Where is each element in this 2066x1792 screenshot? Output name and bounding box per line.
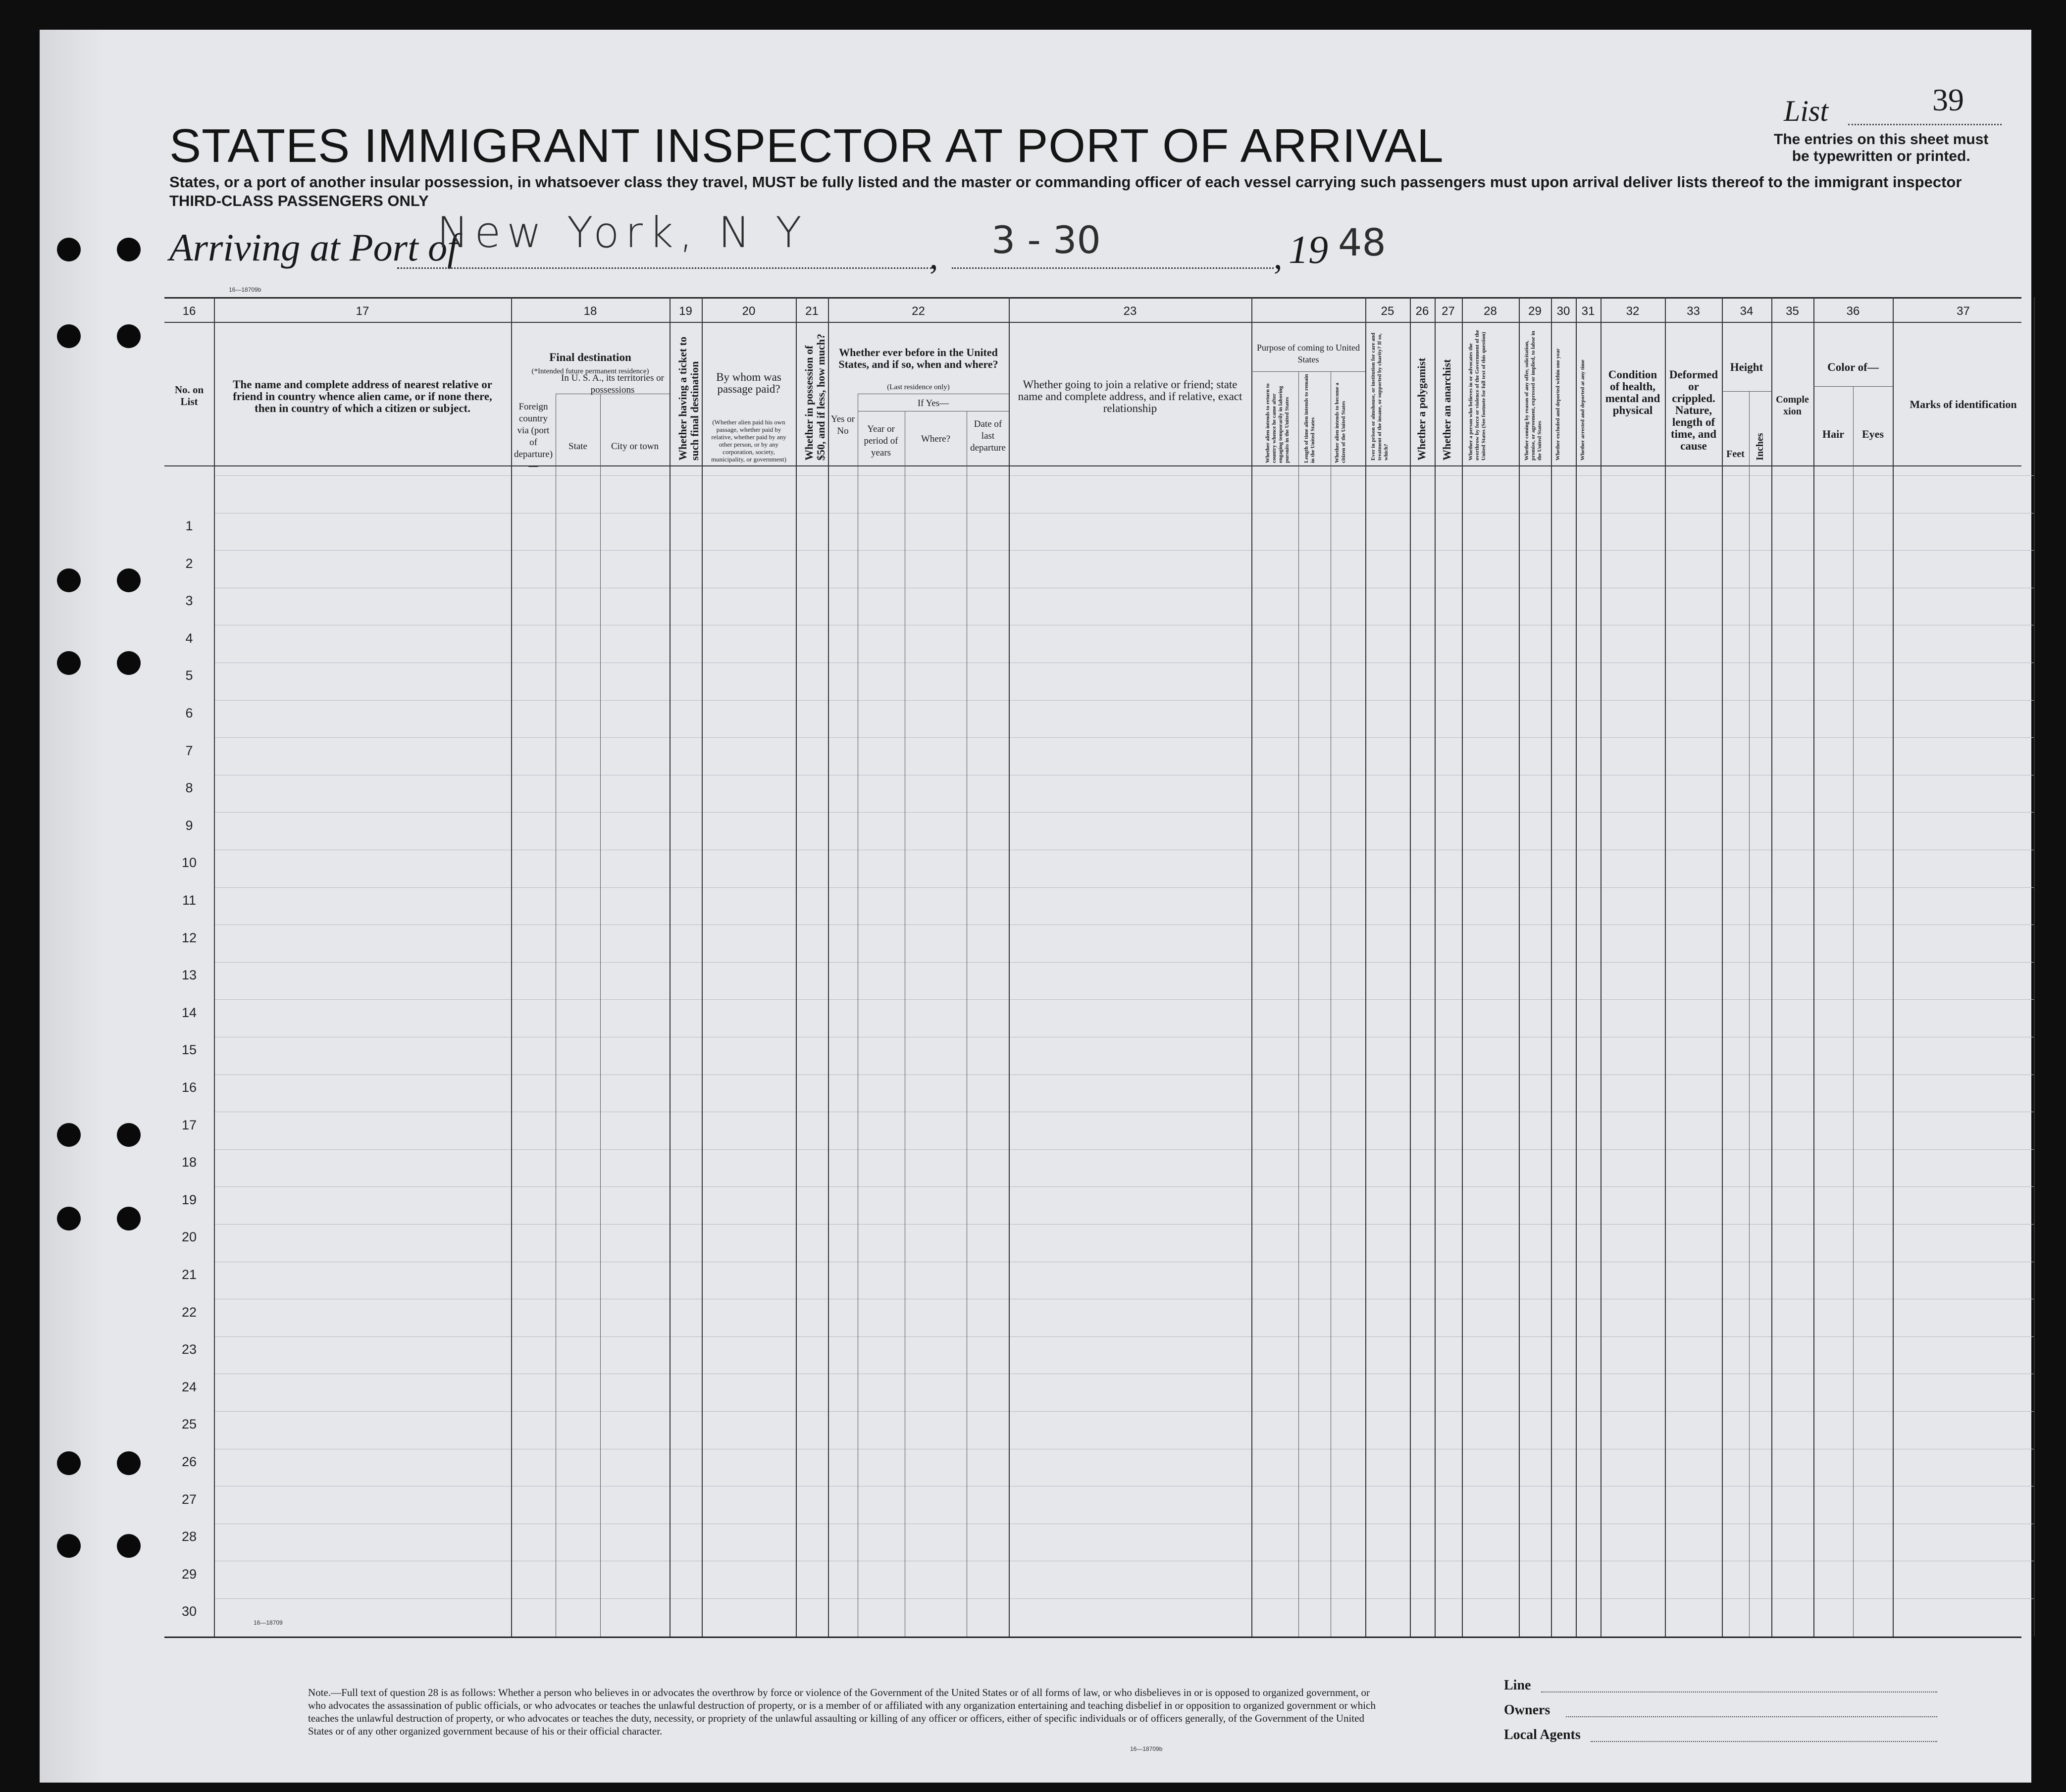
punch-hole xyxy=(117,1534,141,1558)
typewritten-note xyxy=(1774,131,1988,165)
col-line xyxy=(1519,297,1520,1637)
list-line xyxy=(1848,124,2002,125)
header-ever-before-sub: (Last residence only) xyxy=(887,383,950,391)
local-agents-label: Local Agents xyxy=(1504,1727,1581,1742)
port-value-handwritten[interactable]: New York, N Y xyxy=(437,208,808,257)
arriving-label: Arriving at Port of xyxy=(169,226,458,269)
punch-hole xyxy=(117,238,141,261)
year-suffix-handwritten[interactable]: 48 xyxy=(1338,220,1386,264)
row-number: 24 xyxy=(181,1379,197,1394)
colnum-37: 37 xyxy=(1957,305,1970,318)
header-deformed: Deformed or crippled. Nature, length of time, and cause xyxy=(1669,368,1718,452)
punch-hole xyxy=(57,324,81,348)
header-arrested-deported: Whether arrested and deported at any time xyxy=(1580,359,1586,461)
row-number: 2 xyxy=(185,556,193,571)
colnum-16: 16 xyxy=(182,305,196,318)
header-purpose-return: Whether alien intends to return to country whence he came after engaging temporarily in laboring pursuits in the United States xyxy=(1265,383,1290,463)
passenger-table xyxy=(164,267,2021,1649)
row-rule xyxy=(214,550,2034,551)
header-possession-50: Whether in possession of $50, and if less, how much? xyxy=(803,333,827,461)
header-if-yes: If Yes— xyxy=(917,398,949,409)
row-rule xyxy=(214,962,2034,963)
header-ever-before: Whether ever before in the United States, and if so, when and where? xyxy=(838,346,998,370)
colnum-21: 21 xyxy=(805,305,819,318)
third-class-label: THIRD-CLASS PASSENGERS ONLY xyxy=(169,192,429,209)
row-rule xyxy=(214,924,2034,925)
row-rule xyxy=(214,1186,2034,1187)
col-line xyxy=(600,394,601,1637)
header-ticket: Whether having a ticket to such final destination xyxy=(676,336,701,461)
row-number: 26 xyxy=(181,1454,197,1469)
col-line xyxy=(1009,297,1010,1637)
colnum-27: 27 xyxy=(1442,305,1455,318)
line-field[interactable] xyxy=(1541,1691,1937,1692)
col-line xyxy=(1551,297,1552,1637)
colnum-19: 19 xyxy=(679,305,692,318)
footer-code: 16—18709b xyxy=(1130,1745,1163,1752)
row-rule xyxy=(214,812,2034,813)
row-number: 22 xyxy=(181,1304,197,1320)
row-rule xyxy=(214,475,2034,476)
row-rule xyxy=(214,1149,2034,1150)
header-anarchist: Whether an anarchist xyxy=(1441,359,1453,461)
form-code-bottom: 16—18709 xyxy=(254,1619,283,1626)
header-purpose: Purpose of coming to United States xyxy=(1257,343,1360,364)
row-number: 19 xyxy=(181,1192,197,1207)
col-line xyxy=(1893,297,1894,1637)
subheader-rule xyxy=(1813,386,1893,387)
row-number: 27 xyxy=(181,1491,197,1507)
punch-hole xyxy=(57,238,81,261)
year-prefix: 19 xyxy=(1289,228,1328,272)
header-where: Where? xyxy=(921,434,951,444)
header-no-on-list: No. on List xyxy=(174,384,204,408)
punch-hole xyxy=(57,1534,81,1558)
table-bottom-rule xyxy=(164,1637,2021,1638)
row-number: 14 xyxy=(181,1005,197,1020)
col-line xyxy=(2034,297,2035,1637)
header-complexion: Complexion xyxy=(1776,394,1809,417)
form-sheet xyxy=(40,30,2031,1783)
row-rule xyxy=(214,1336,2034,1337)
col-line xyxy=(796,297,797,1637)
form-code-top: 16—18709b xyxy=(229,286,261,293)
form-title: STATES IMMIGRANT INSPECTOR AT PORT OF ARRIVAL xyxy=(169,119,1444,172)
colnum-17: 17 xyxy=(356,305,369,318)
col-line xyxy=(1749,391,1750,1637)
colnum-32: 32 xyxy=(1626,305,1640,318)
col-line xyxy=(214,297,215,1637)
header-in-usa: In U. S. A., its territories or possessions xyxy=(561,373,664,395)
col-line xyxy=(1771,297,1772,1637)
row-rule xyxy=(214,737,2034,738)
row-number: 23 xyxy=(181,1342,197,1357)
col-line xyxy=(1462,297,1463,1637)
col-line xyxy=(1251,297,1252,1637)
punch-hole xyxy=(57,1451,81,1475)
col-line xyxy=(1298,371,1299,1637)
row-number: 6 xyxy=(185,706,193,720)
row-number: 17 xyxy=(181,1117,197,1132)
row-number: 8 xyxy=(185,780,193,796)
row-number: 25 xyxy=(181,1417,197,1432)
header-yes-no: Yes or No xyxy=(830,414,855,436)
punch-hole xyxy=(117,651,141,675)
typewritten-note-line2: be typewritten or printed. xyxy=(1792,148,1970,164)
colnum-34: 34 xyxy=(1740,305,1754,318)
header-excluded-deported: Whether excluded and deported within one year xyxy=(1555,348,1561,461)
punch-hole xyxy=(57,568,81,592)
header-hair: Hair xyxy=(1822,428,1844,440)
colnum-31: 31 xyxy=(1581,305,1595,318)
header-polygamist: Whether a polygamist xyxy=(1415,358,1428,461)
row-number: 18 xyxy=(181,1155,197,1170)
col-line xyxy=(1853,386,1854,1637)
col-line xyxy=(511,297,512,1637)
header-condition-health: Condition of health, mental and physical xyxy=(1605,368,1660,416)
header-passage-paid: By whom was passage paid? xyxy=(716,371,781,395)
header-state: State xyxy=(568,441,587,452)
row-number: 9 xyxy=(185,818,193,833)
owners-label: Owners xyxy=(1504,1702,1550,1718)
punch-hole xyxy=(57,1123,81,1147)
header-passage-paid-sub: (Whether alien paid his own passage, whether paid by relative, whether paid by any other person, or by any corporation, society, municipality, or government) xyxy=(711,418,786,463)
header-feet: Feet xyxy=(1726,449,1745,460)
punch-hole xyxy=(117,1451,141,1475)
punch-hole xyxy=(117,1207,141,1230)
header-year-period: Year or period of years xyxy=(864,424,898,458)
header-bottom-rule xyxy=(164,465,2021,466)
list-number: 39 xyxy=(1932,82,1964,117)
colnum-30: 30 xyxy=(1556,305,1570,318)
col-line xyxy=(702,297,703,1637)
row-number: 13 xyxy=(181,968,197,983)
footer-note: Note.—Full text of question 28 is as follows: Whether a person who believes in or advocates the overthrow by force or violence of the Government of the United States or of all forms of law, or who disbelieves in or is opposed to organized government, or who advocates the assassination of public officials, or who advocates or teaches the unlawful destruction of property, or is a member of or affiliated with any organization entertaining and teaching disbelief in or opposition to organized government or which teaches the unlawful destruction of property, or who advocates or teaches the duty, necessity, or propriety of the unlawful assaulting or killing of any officer or officers, either of specific individuals or of officers generally, of the Government of the United States or of any other organized government because of his or their official character. xyxy=(308,1687,1376,1737)
col-line xyxy=(1665,297,1666,1637)
row-number: 12 xyxy=(181,930,197,945)
header-final-destination-sub: (*Intended future permanent residence) xyxy=(531,367,649,375)
colnum-33: 33 xyxy=(1687,305,1700,318)
colnum-28: 28 xyxy=(1484,305,1497,318)
row-number: 5 xyxy=(185,668,193,683)
col-line xyxy=(1410,297,1411,1637)
date-value-handwritten[interactable]: 3 - 30 xyxy=(991,218,1101,262)
colnum-29: 29 xyxy=(1528,305,1542,318)
col-line xyxy=(1722,297,1723,1637)
subheader-rule xyxy=(1251,371,1365,372)
header-nearest-relative: The name and complete address of nearest relative or friend in country whence alien came, or if none there, then in country of which a citizen or subject. xyxy=(233,378,492,414)
header-final-destination: Final destination xyxy=(549,351,631,363)
header-marks-identification: Marks of identification xyxy=(1910,398,2017,410)
list-label: List xyxy=(1784,95,1829,127)
col-line xyxy=(828,297,829,1637)
punch-hole xyxy=(117,1123,141,1147)
colnum-20: 20 xyxy=(742,305,756,318)
row-number: 16 xyxy=(181,1080,197,1095)
punch-hole xyxy=(117,324,141,348)
header-going-to-join: Whether going to join a relative or friend; state name and complete address, and if relative, exact relationship xyxy=(1018,378,1242,414)
header-foreign-country: Foreign country via (port of departure)— xyxy=(514,402,553,471)
row-number: 29 xyxy=(181,1566,197,1582)
colnum-26: 26 xyxy=(1415,305,1429,318)
row-number: 30 xyxy=(181,1604,197,1619)
row-rule xyxy=(214,1224,2034,1225)
header-city-town: City or town xyxy=(611,441,659,452)
owners-field[interactable] xyxy=(1566,1716,1937,1717)
punch-hole xyxy=(117,568,141,592)
col-line xyxy=(1435,297,1436,1637)
col-line xyxy=(670,297,671,1637)
row-rule xyxy=(214,1598,2034,1599)
header-prison-almshouse: Ever in prison or almshouse, or institution for care and treatment of the insane, or supported by charity? If so, which? xyxy=(1370,332,1389,461)
header-purpose-citizen: Whether alien intends to become a citizen of the United States xyxy=(1334,382,1346,463)
row-number: 28 xyxy=(181,1529,197,1544)
header-overthrow: Whether a person who believes in or advocates the overthrow by force or violence of the Government of the United States (See footnote for full text of this question) xyxy=(1468,330,1487,461)
col-line xyxy=(1365,297,1366,1637)
column-number-rule xyxy=(164,322,2021,323)
intro-text: States, or a port of another insular possession, in whatsoever class they travel, MUST be fully listed and the master or commanding officer of each vessel carrying such passengers must upon arrival deliver lists thereof to the immigrant inspector xyxy=(169,173,1962,191)
row-rule xyxy=(214,887,2034,888)
header-inches: Inches xyxy=(1755,433,1765,461)
header-labor-offer: Whether coming by reason of any offer, solicitation, promise, or agreement, expressed or implied, to labor in the United States xyxy=(1524,331,1543,461)
row-rule xyxy=(214,700,2034,701)
typewritten-note-line1: The entries on this sheet must xyxy=(1774,131,1989,148)
sheet-fold-shadow xyxy=(41,30,105,1783)
line-label: Line xyxy=(1504,1678,1531,1693)
col-line xyxy=(1576,297,1577,1637)
punch-hole xyxy=(57,651,81,675)
header-color-of: Color of— xyxy=(1827,361,1879,373)
row-rule xyxy=(214,1411,2034,1412)
row-rule xyxy=(214,999,2034,1000)
colnum-22: 22 xyxy=(912,305,925,318)
local-agents-field[interactable] xyxy=(1591,1741,1937,1742)
punch-hole xyxy=(57,1207,81,1230)
col-line xyxy=(1813,297,1814,1637)
colnum-36: 36 xyxy=(1846,305,1860,318)
row-number: 10 xyxy=(181,855,197,870)
header-date-departure: Date of last departure xyxy=(970,419,1006,453)
table-top-rule xyxy=(164,297,2021,299)
row-number: 15 xyxy=(181,1042,197,1058)
row-number: 7 xyxy=(185,743,193,758)
comma: , xyxy=(1274,238,1283,276)
row-number: 11 xyxy=(182,893,197,908)
row-number: 20 xyxy=(181,1229,197,1245)
comma: , xyxy=(930,238,938,276)
colnum-25: 25 xyxy=(1381,305,1395,318)
header-purpose-length: Length of time alien intends to remain in the United States xyxy=(1303,374,1316,463)
subheader-rule xyxy=(1722,391,1771,392)
row-number: 21 xyxy=(181,1267,197,1282)
colnum-23: 23 xyxy=(1123,305,1137,318)
row-number: 3 xyxy=(185,593,193,609)
header-height: Height xyxy=(1730,361,1763,373)
colnum-35: 35 xyxy=(1786,305,1799,318)
colnum-18: 18 xyxy=(583,305,597,318)
row-number: 4 xyxy=(185,630,193,646)
header-eyes: Eyes xyxy=(1862,428,1884,440)
row-number: 1 xyxy=(185,518,193,533)
